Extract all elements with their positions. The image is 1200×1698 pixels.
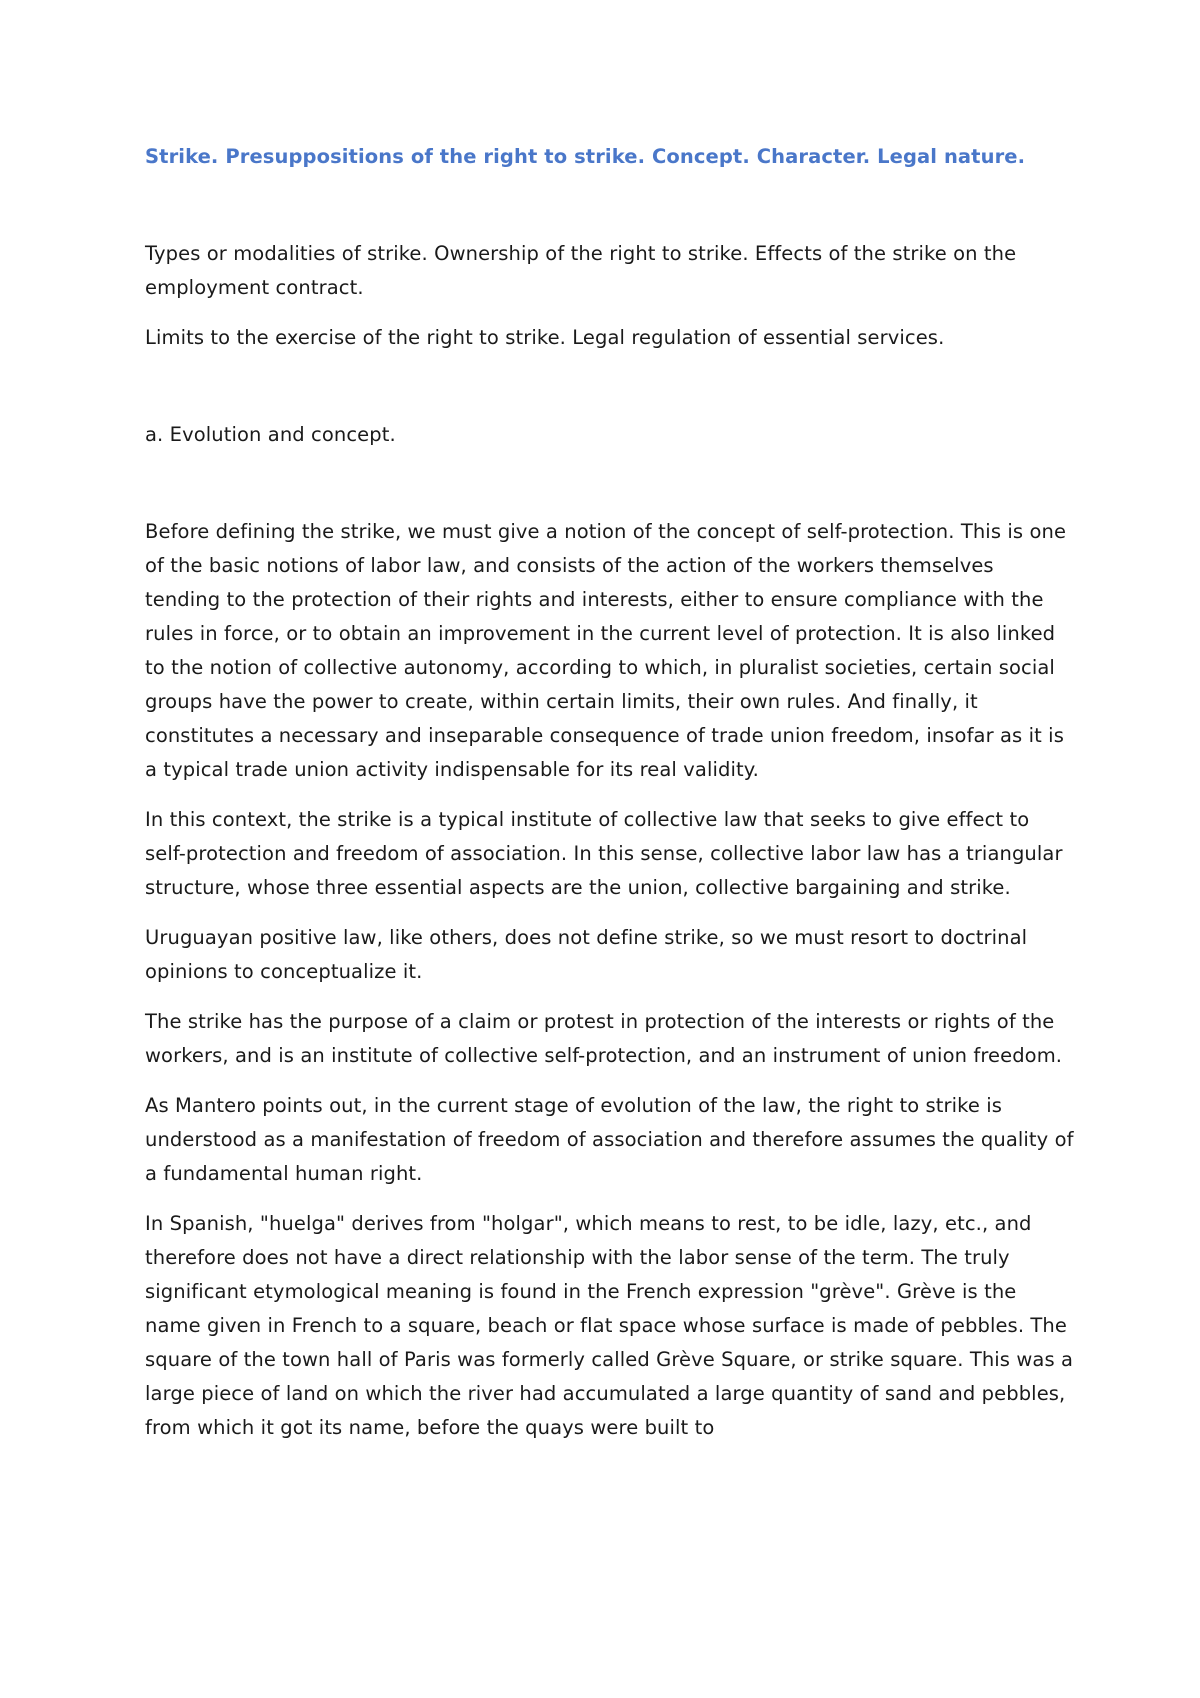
intro-paragraph: Limits to the exercise of the right to strike. Legal regulation of essential services. (145, 326, 945, 349)
body-paragraph: In this context, the strike is a typical institute of collective law that seeks to give effect to self-protection and freedom of association. In this sense, collective labor law has a triangular structure, whose three essential aspects are the union, collective bargaining and strike. (145, 808, 1063, 899)
body-paragraph: In Spanish, "huelga" derives from "holgar", which means to rest, to be idle, lazy, etc., and therefore does not have a direct relationship with the labor sense of the term. The truly significant etymological meaning is found in the French expression "grève". Grève is the name given in French to a square, beach or flat space whose surface is made of pebbles. The square of the town hall of Paris was formerly called Grève Square, or strike square. This was a large piece of land on which the river had accumulated a large quantity of sand and pebbles, from which it got its name, before the quays were built to (145, 1212, 1074, 1439)
body-paragraph: The strike has the purpose of a claim or protest in protection of the interests or rights of the workers, and is an institute of collective self-protection, and an instrument of union freedom. (145, 1010, 1063, 1067)
document-title: Strike. Presuppositions of the right to strike. Concept. Character. Legal nature. (145, 145, 1026, 168)
body-paragraph: As Mantero points out, in the current stage of evolution of the law, the right to strike is understood as a manifestation of freedom of association and therefore assumes the quality of a fundamental human right. (145, 1094, 1074, 1185)
section-heading: a. Evolution and concept. (145, 423, 396, 446)
document-body (145, 140, 1075, 1461)
intro-paragraph: Types or modalities of strike. Ownership of the right to strike. Effects of the strike on the employment contract. (145, 242, 1017, 299)
body-paragraph: Uruguayan positive law, like others, does not define strike, so we must resort to doctrinal opinions to conceptualize it. (145, 926, 1028, 983)
body-paragraph: Before defining the strike, we must give a notion of the concept of self-protection. This is one of the basic notions of labor law, and consists of the action of the workers themselves tending to the protection of their rights and interests, either to ensure compliance with the rules in force, or to obtain an improvement in the current level of protection. It is also linked to the notion of collective autonomy, according to which, in pluralist societies, certain social groups have the power to create, within certain limits, their own rules. And finally, it constitutes a necessary and inseparable consequence of trade union freedom, insofar as it is a typical trade union activity indispensable for its real validity. (145, 520, 1067, 781)
